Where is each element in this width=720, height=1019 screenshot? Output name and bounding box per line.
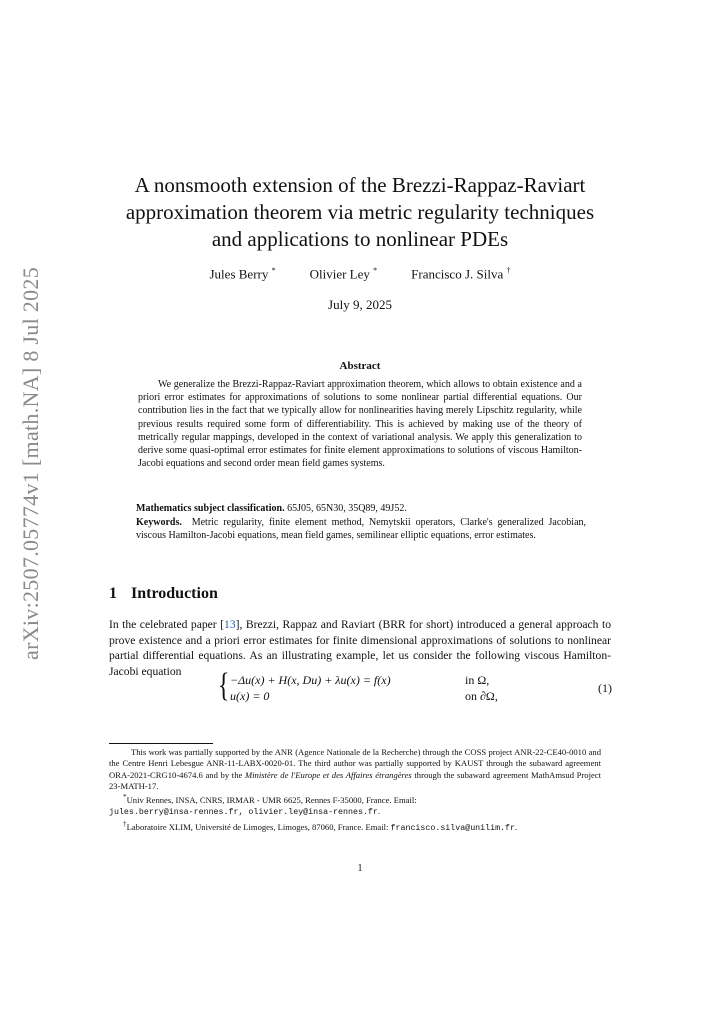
equation-condition-1: in Ω,: [465, 673, 490, 687]
arxiv-identifier-stamp: arXiv:2507.05774v1 [math.NA] 8 Jul 2025: [18, 267, 43, 660]
abstract-heading: Abstract: [339, 360, 381, 372]
equation-number: (1): [598, 681, 612, 695]
intro-paragraph: In the celebrated paper [13], Brezzi, Rappaz and Raviart (BRR for short) introduced a general approach to prove existence and a priori error estimates for finite dimensional approximations of solutions to nonlinear partial differential equations. As an illustrating example, let us consider the following viscous Hamilton-Jacobi equation: [109, 618, 611, 678]
affiliation-mark: *: [373, 266, 378, 275]
page-number: 1: [357, 863, 363, 874]
affiliation-mark: †: [506, 266, 511, 275]
affiliation-mark: *: [271, 266, 276, 275]
keywords-value: Metric regularity, finite element method, Nemytskii operators, Clarke's generalized Jacobian, viscous Hamilton-Jacobi equations, mean field games, semilinear elliptic equations, error estimates.: [136, 517, 587, 541]
paper-date: July 9, 2025: [328, 297, 392, 312]
section-heading: [109, 585, 218, 603]
keywords-label: Keywords.: [136, 517, 182, 528]
author-list: [100, 266, 620, 282]
funding-footnote: This work was partially supported by the ANR (Agence Nationale de la Recherche) through the COSS project ANR-22-CE40-0010 and the Centre Henri Lebesgue ANR-11-LABX-0020-01. The third author was partially supported by KAUST through the subaward agreement ORA-2021-CRG10-4674.6 and by the Ministère de l'Europe et des Affaires étrangères through the subaward agreement MathAmsud Project 23-MATH-17.: [109, 747, 601, 791]
title-line-3: and applications to nonlinear PDEs: [211, 227, 509, 251]
equation-brace: {: [218, 667, 230, 704]
section-title: Introduction: [131, 585, 218, 602]
subject-classification: [136, 503, 586, 516]
affiliation-footnote-1: *Univ Rennes, INSA, CNRS, IRMAR - UMR 6625, Rennes F-35000, France. Email:: [123, 793, 417, 806]
email-link[interactable]: francisco.silva@unilim.fr: [390, 823, 516, 833]
author: Olivier Ley *: [309, 266, 378, 282]
equation-line-1: −Δu(x) + H(x, Du) + λu(x) = f(x): [230, 673, 391, 687]
equation-line-2: u(x) = 0: [230, 689, 270, 703]
keywords: [136, 516, 586, 542]
msc-value: 65J05, 65N30, 35Q89, 49J52.: [287, 503, 407, 514]
email-link[interactable]: jules.berry@insa-rennes.fr, olivier.ley@insa-rennes.fr: [109, 808, 378, 818]
equation-condition-2: on ∂Ω,: [465, 689, 498, 703]
title-line-1: A nonsmooth extension of the Brezzi-Rappaz-Raviart: [134, 173, 586, 197]
footnotes: [109, 747, 601, 834]
footnote-rule: [109, 743, 213, 744]
author: Francisco J. Silva †: [411, 266, 511, 282]
msc-label: Mathematics subject classification.: [136, 503, 285, 514]
title-line-2: approximation theorem via metric regularity techniques: [125, 200, 595, 224]
section-number: 1: [109, 585, 117, 602]
citation-link[interactable]: 13: [224, 618, 236, 631]
author: Jules Berry *: [209, 266, 276, 282]
affiliation-footnote-2: †Laboratoire XLIM, Université de Limoges, Limoges, 87060, France. Email: francisco.silva@unilim.fr.: [123, 819, 518, 833]
equation-1: [218, 668, 618, 708]
abstract-body: We generalize the Brezzi-Rappaz-Raviart approximation theorem, which allows to obtain existence and a priori error estimates for approximations of solutions to some nonlinear partial differential equations. Our contribution lies in the fact that we typically allow for nonlinearities having merely Lipschitz regularity, while previous results required some form of differentiability. This is achieved by making use of the theory of metrically regular mappings, developed in the context of variational analysis. We apply this generalization to derive some quasi-optimal error estimates for finite element approximations to solutions of viscous Hamilton-Jacobi equations and second order mean field games systems.: [138, 379, 582, 470]
affiliation-emails-1: jules.berry@insa-rennes.fr, olivier.ley@insa-rennes.fr.: [109, 806, 381, 818]
paper-title: [100, 172, 620, 253]
